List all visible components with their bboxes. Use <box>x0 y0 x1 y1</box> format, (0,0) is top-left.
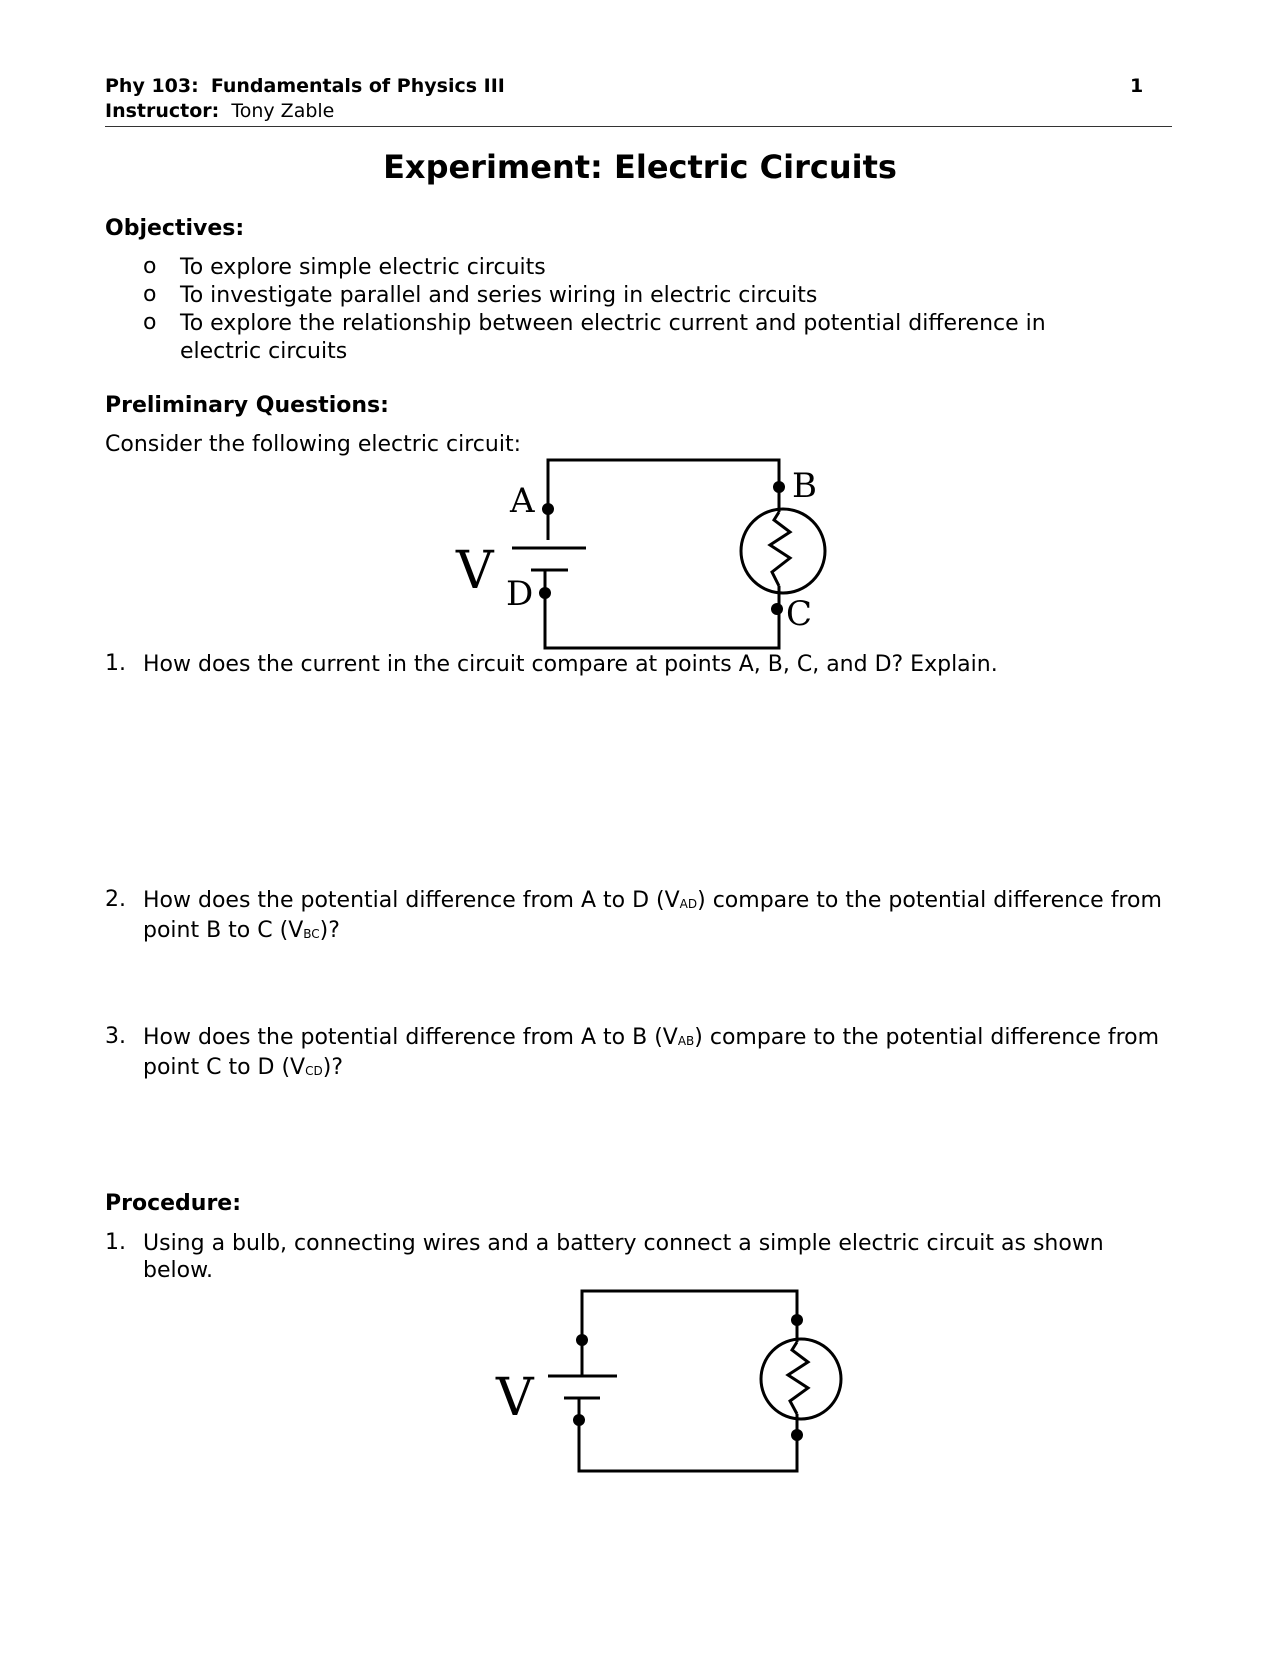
procedure-step-1-text: Using a bulb, connecting wires and a battery connect a simple electric circuit as shown below. <box>143 1231 1104 1283</box>
course-title <box>105 75 505 97</box>
preliminary-heading: Preliminary Questions: <box>105 393 389 418</box>
bullet-marker: o <box>143 310 157 335</box>
preliminary-intro: Consider the following electric circuit: <box>105 432 521 457</box>
bulb-circle <box>741 509 825 593</box>
node <box>576 1334 588 1346</box>
question-1-text: How does the current in the circuit compare at points A, B, C, and D? Explain. <box>143 652 998 677</box>
page-number: 1 <box>1130 75 1144 97</box>
node-c <box>771 603 783 615</box>
bullet-marker: o <box>143 282 157 307</box>
course-code: Phy 103: <box>105 75 199 97</box>
bulb-filament <box>770 512 790 586</box>
wire <box>548 460 779 540</box>
node-d <box>539 587 551 599</box>
procedure-heading: Procedure: <box>105 1191 242 1216</box>
question-number: 3. <box>105 1024 126 1049</box>
bullet-marker: o <box>143 254 157 279</box>
label-b: B <box>792 466 817 506</box>
page-title: Experiment: Electric Circuits <box>383 148 897 186</box>
label-a: A <box>510 481 535 521</box>
bulb-circle <box>761 1339 841 1419</box>
node <box>573 1414 585 1426</box>
course-name: Fundamentals of Physics III <box>210 75 505 97</box>
label-v: V <box>496 1368 534 1428</box>
wire <box>579 1398 797 1471</box>
bulb-filament <box>788 1342 808 1414</box>
circuit-diagram-procedure <box>480 1280 860 1480</box>
node <box>791 1314 803 1326</box>
node <box>791 1429 803 1441</box>
question-3-text: How does the potential difference from A to B $(V_{AB})$ compare to the potential difference from point C to D $(V_{CD})$? <box>143 1025 1160 1080</box>
wire <box>545 570 779 648</box>
instructor-label: Instructor: <box>105 100 220 122</box>
objective-item: To explore simple electric circuits <box>180 255 546 280</box>
question-number: 2. <box>105 887 126 912</box>
circuit-diagram-labeled <box>440 450 840 660</box>
instructor-name: Tony Zable <box>231 100 335 122</box>
objective-item: To explore the relationship between electric current and potential difference in electric circuits <box>180 311 1046 364</box>
node-a <box>542 503 554 515</box>
objective-item: To investigate parallel and series wiring in electric circuits <box>180 283 818 308</box>
question-number: 1. <box>105 651 126 676</box>
label-c: C <box>786 594 813 634</box>
header-rule <box>105 126 1172 127</box>
label-v: V <box>456 541 494 601</box>
instructor-line <box>105 100 334 122</box>
node-b <box>773 481 785 493</box>
question-2-text: How does the potential difference from A to D $(V_{AD})$ compare to the potential difference from point B to C $(V_{BC})$? <box>143 888 1162 943</box>
objectives-heading: Objectives: <box>105 216 245 241</box>
label-d: D <box>506 574 534 614</box>
step-number: 1. <box>105 1230 126 1255</box>
